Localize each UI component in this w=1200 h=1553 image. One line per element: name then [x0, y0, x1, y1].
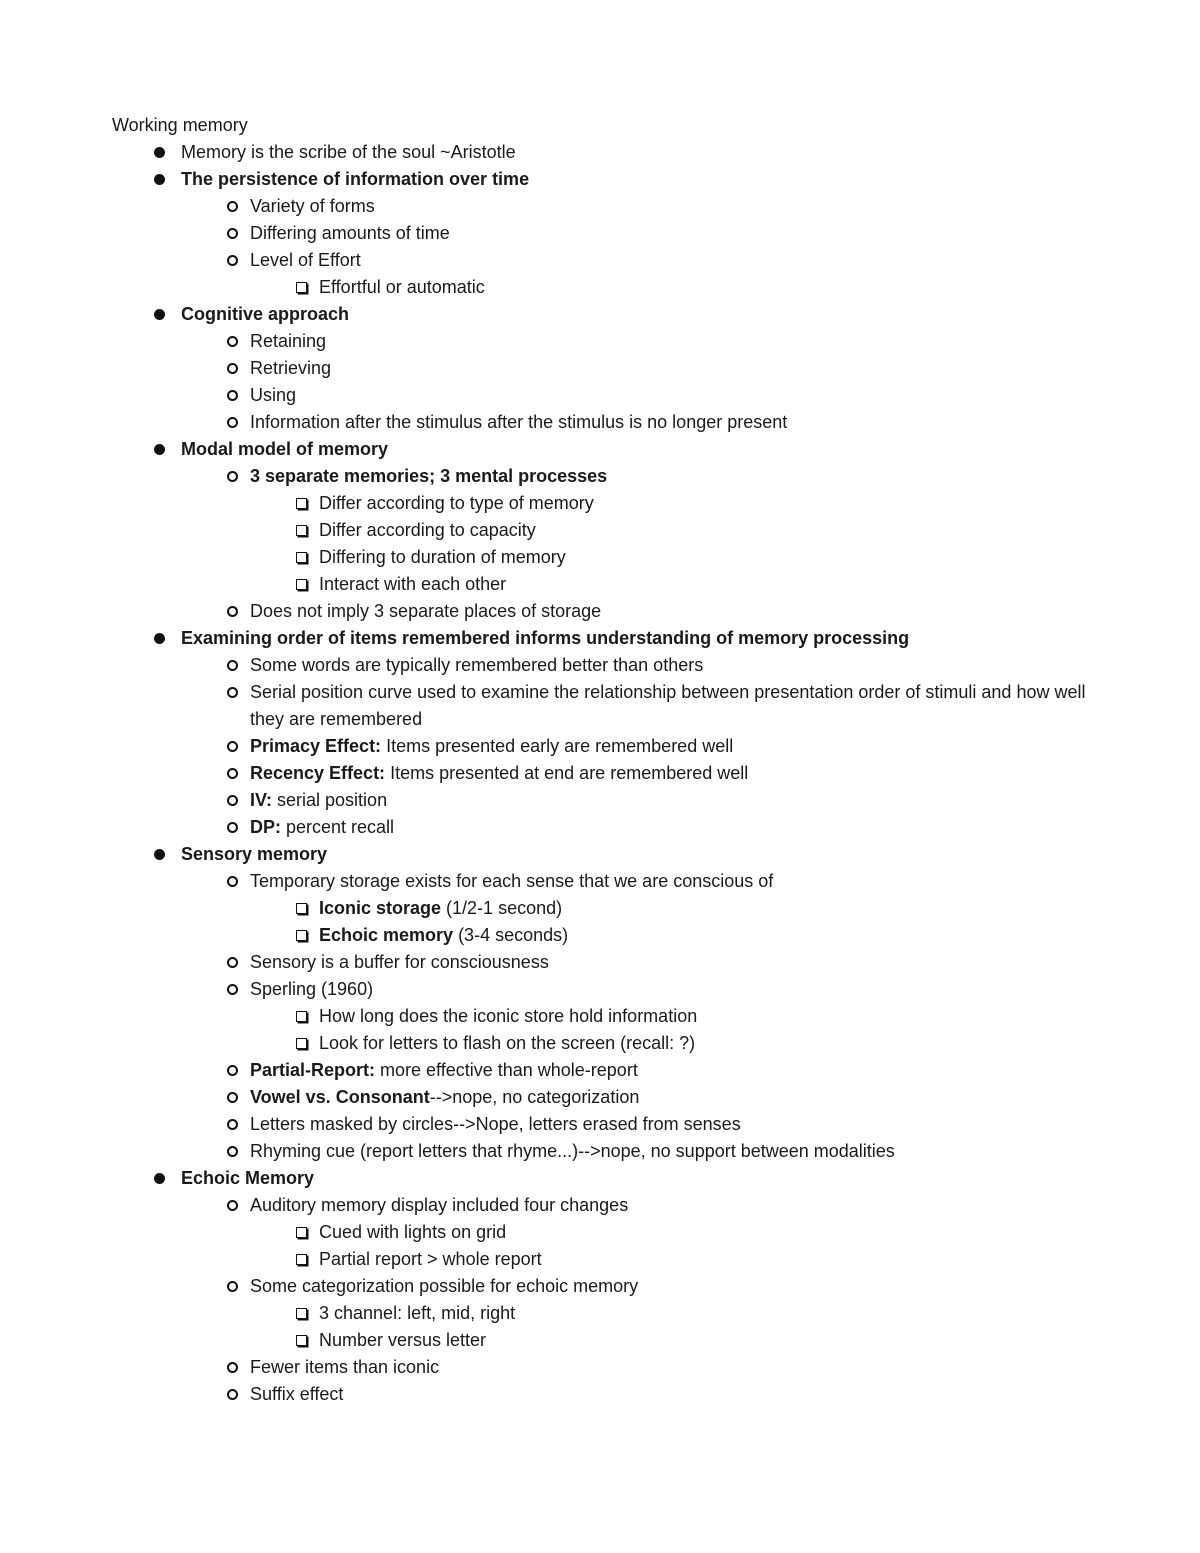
square-bullet-icon — [292, 571, 310, 598]
item-text: Look for letters to flash on the screen (recall: ?) — [319, 1033, 696, 1053]
bold-term: Iconic storage — [319, 898, 442, 918]
list-item-text — [181, 439, 388, 459]
filled-circle-bullet-icon — [150, 436, 168, 463]
list-item-text — [250, 601, 601, 621]
bold-term: Recency Effect: — [250, 763, 386, 783]
hollow-circle-bullet-icon — [223, 760, 241, 787]
item-text: more effective than whole-report — [375, 1060, 638, 1080]
list-item-text — [319, 1033, 695, 1053]
item-text: Using — [250, 385, 297, 405]
list-item-level-3 — [112, 1327, 1112, 1354]
hollow-circle-bullet-icon — [223, 1057, 241, 1084]
bold-term: Examining order of items remembered informs understanding of memory processing — [181, 628, 910, 648]
bold-term: 3 separate memories; 3 mental processes — [250, 466, 608, 486]
hollow-circle-bullet-icon — [223, 382, 241, 409]
item-text: Some words are typically remembered better than others — [250, 655, 704, 675]
hollow-circle-bullet-icon — [223, 868, 241, 895]
list-item-level-1 — [112, 166, 1112, 193]
list-item-text — [250, 979, 373, 999]
list-item-text — [250, 1195, 628, 1215]
hollow-circle-bullet-icon — [223, 598, 241, 625]
list-item-level-3 — [112, 1003, 1112, 1030]
filled-circle-bullet-icon — [150, 625, 168, 652]
list-item-level-1 — [112, 841, 1112, 868]
hollow-circle-bullet-icon — [223, 220, 241, 247]
hollow-circle-bullet-icon — [223, 787, 241, 814]
item-text: Auditory memory display included four changes — [250, 1195, 629, 1215]
list-item-text — [319, 547, 566, 567]
square-bullet-icon — [292, 517, 310, 544]
list-item-level-2 — [112, 382, 1112, 409]
list-item-level-2 — [112, 787, 1112, 814]
list-item-level-2 — [112, 1084, 1112, 1111]
square-bullet-icon — [292, 1327, 310, 1354]
item-text: Interact with each other — [319, 574, 507, 594]
hollow-circle-bullet-icon — [223, 247, 241, 274]
list-item-text — [250, 790, 387, 810]
hollow-circle-bullet-icon — [223, 409, 241, 436]
square-bullet-icon — [292, 1246, 310, 1273]
filled-circle-bullet-icon — [150, 139, 168, 166]
list-item-level-1 — [112, 1165, 1112, 1192]
list-item-text — [250, 223, 450, 243]
item-text: Sensory is a buffer for consciousness — [250, 952, 549, 972]
list-item-text — [319, 1330, 486, 1350]
hollow-circle-bullet-icon — [223, 1084, 241, 1111]
list-item-text — [319, 1303, 515, 1323]
list-item-text — [319, 1222, 506, 1242]
bold-term: The persistence of information over time — [181, 169, 530, 189]
list-item-text — [319, 520, 536, 540]
list-item-level-2 — [112, 1138, 1112, 1165]
list-item-level-3 — [112, 1030, 1112, 1057]
hollow-circle-bullet-icon — [223, 976, 241, 1003]
list-item-text — [319, 277, 485, 297]
item-text: Suffix effect — [250, 1384, 344, 1404]
document-body — [112, 112, 1112, 1408]
list-item-level-3 — [112, 274, 1112, 301]
item-text: How long does the iconic store hold information — [319, 1006, 698, 1026]
item-text: percent recall — [281, 817, 395, 837]
square-bullet-icon — [292, 895, 310, 922]
list-item-level-2 — [112, 1273, 1112, 1300]
list-item-text — [250, 412, 787, 432]
bold-term: Echoic memory — [319, 925, 454, 945]
list-item-level-3 — [112, 895, 1112, 922]
list-item-text — [250, 1141, 895, 1161]
item-text: Some categorization possible for echoic memory — [250, 1276, 639, 1296]
list-item-level-1 — [112, 139, 1112, 166]
filled-circle-bullet-icon — [150, 166, 168, 193]
list-item-text — [250, 385, 296, 405]
square-bullet-icon — [292, 1219, 310, 1246]
item-text: Information after the stimulus after the stimulus is no longer present — [250, 412, 788, 432]
list-item-level-3 — [112, 571, 1112, 598]
list-item-text — [250, 655, 703, 675]
item-text: Variety of forms — [250, 196, 375, 216]
list-item-text — [250, 196, 375, 216]
hollow-circle-bullet-icon — [223, 814, 241, 841]
item-text: Differing amounts of time — [250, 223, 450, 243]
bold-term: DP: — [250, 817, 281, 837]
item-text: Serial position curve used to examine the relationship between presentation order of stimuli and how well they are remembered — [250, 682, 1086, 729]
bold-term: Modal model of memory — [181, 439, 389, 459]
item-text: Items presented early are remembered well — [381, 736, 734, 756]
list-item-text — [250, 250, 361, 270]
filled-circle-bullet-icon — [150, 301, 168, 328]
list-item-level-2 — [112, 1192, 1112, 1219]
list-item-level-2 — [112, 949, 1112, 976]
hollow-circle-bullet-icon — [223, 328, 241, 355]
item-text: serial position — [272, 790, 388, 810]
list-item-level-2 — [112, 1111, 1112, 1138]
bold-term: Echoic Memory — [181, 1168, 315, 1188]
square-bullet-icon — [292, 490, 310, 517]
item-text: Retaining — [250, 331, 327, 351]
list-item-text — [319, 493, 594, 513]
list-item-level-2 — [112, 355, 1112, 382]
list-item-text — [250, 1384, 343, 1404]
list-item-text — [319, 898, 562, 918]
square-bullet-icon — [292, 544, 310, 571]
hollow-circle-bullet-icon — [223, 1138, 241, 1165]
item-text: Retrieving — [250, 358, 332, 378]
item-text: Rhyming cue (report letters that rhyme...)-->nope, no support between modalities — [250, 1141, 895, 1161]
list-item-text — [181, 304, 349, 324]
item-text: Cued with lights on grid — [319, 1222, 507, 1242]
hollow-circle-bullet-icon — [223, 193, 241, 220]
list-item-level-2 — [112, 679, 1112, 733]
item-text: Fewer items than iconic — [250, 1357, 440, 1377]
hollow-circle-bullet-icon — [223, 1192, 241, 1219]
list-item-level-3 — [112, 490, 1112, 517]
hollow-circle-bullet-icon — [223, 1273, 241, 1300]
list-item-text — [181, 169, 529, 189]
square-bullet-icon — [292, 1030, 310, 1057]
list-item-level-2 — [112, 652, 1112, 679]
list-item-level-2 — [112, 733, 1112, 760]
bold-term: Primacy Effect: — [250, 736, 382, 756]
list-item-level-2 — [112, 1057, 1112, 1084]
hollow-circle-bullet-icon — [223, 1354, 241, 1381]
hollow-circle-bullet-icon — [223, 1111, 241, 1138]
list-item-text — [250, 1087, 639, 1107]
list-item-level-3 — [112, 1219, 1112, 1246]
outline-list — [112, 139, 1112, 1408]
list-item-level-2 — [112, 1354, 1112, 1381]
item-text: (1/2-1 second) — [441, 898, 563, 918]
hollow-circle-bullet-icon — [223, 463, 241, 490]
list-item-text — [181, 142, 516, 162]
item-text: -->nope, no categorization — [429, 1087, 640, 1107]
list-item-text — [319, 1249, 542, 1269]
list-item-text — [250, 817, 394, 837]
square-bullet-icon — [292, 922, 310, 949]
list-item-level-3 — [112, 1246, 1112, 1273]
list-item-level-1 — [112, 436, 1112, 463]
list-item-level-2 — [112, 328, 1112, 355]
item-text: 3 channel: left, mid, right — [319, 1303, 516, 1323]
list-item-level-2 — [112, 463, 1112, 490]
list-item-text — [250, 331, 326, 351]
list-item-text — [250, 1060, 638, 1080]
list-item-text — [250, 682, 1085, 729]
square-bullet-icon — [292, 274, 310, 301]
document-title: Working memory — [112, 115, 248, 135]
list-item-level-2 — [112, 598, 1112, 625]
item-text: Differ according to capacity — [319, 520, 536, 540]
bold-term: Vowel vs. Consonant — [250, 1087, 430, 1107]
item-text: Level of Effort — [250, 250, 361, 270]
list-item-text — [181, 844, 327, 864]
item-text: Letters masked by circles-->Nope, letters erased from senses — [250, 1114, 741, 1134]
list-item-level-3 — [112, 544, 1112, 571]
item-text: Sperling (1960) — [250, 979, 374, 999]
list-item-level-3 — [112, 517, 1112, 544]
item-text: Partial report > whole report — [319, 1249, 542, 1269]
list-item-text — [250, 358, 331, 378]
list-item-level-1 — [112, 301, 1112, 328]
bold-term: Sensory memory — [181, 844, 328, 864]
list-item-text — [250, 736, 733, 756]
list-item-text — [181, 628, 909, 648]
list-item-text — [250, 1357, 439, 1377]
item-text: Differ according to type of memory — [319, 493, 594, 513]
list-item-level-2 — [112, 760, 1112, 787]
list-item-text — [319, 1006, 697, 1026]
hollow-circle-bullet-icon — [223, 1381, 241, 1408]
list-item-level-2 — [112, 814, 1112, 841]
filled-circle-bullet-icon — [150, 841, 168, 868]
list-item-level-2 — [112, 976, 1112, 1003]
list-item-text — [181, 1168, 314, 1188]
list-item-level-2 — [112, 868, 1112, 895]
list-item-text — [319, 925, 568, 945]
list-item-text — [250, 952, 549, 972]
list-item-text — [250, 1276, 638, 1296]
item-text: Does not imply 3 separate places of storage — [250, 601, 602, 621]
list-item-level-2 — [112, 1381, 1112, 1408]
list-item-text — [250, 466, 607, 486]
list-item-level-1 — [112, 625, 1112, 652]
square-bullet-icon — [292, 1003, 310, 1030]
item-text: Items presented at end are remembered well — [385, 763, 749, 783]
list-item-level-3 — [112, 922, 1112, 949]
hollow-circle-bullet-icon — [223, 355, 241, 382]
list-item-level-3 — [112, 1300, 1112, 1327]
list-item-text — [250, 763, 748, 783]
item-text: Differing to duration of memory — [319, 547, 566, 567]
hollow-circle-bullet-icon — [223, 652, 241, 679]
bold-term: IV: — [250, 790, 273, 810]
hollow-circle-bullet-icon — [223, 733, 241, 760]
list-item-text — [319, 574, 506, 594]
item-text: Effortful or automatic — [319, 277, 485, 297]
item-text: Temporary storage exists for each sense that we are conscious of — [250, 871, 774, 891]
list-item-text — [250, 871, 773, 891]
bold-term: Cognitive approach — [181, 304, 350, 324]
list-item-text — [250, 1114, 741, 1134]
hollow-circle-bullet-icon — [223, 679, 241, 706]
item-text: Number versus letter — [319, 1330, 487, 1350]
list-item-level-2 — [112, 193, 1112, 220]
item-text: (3-4 seconds) — [453, 925, 569, 945]
list-item-level-2 — [112, 247, 1112, 274]
hollow-circle-bullet-icon — [223, 949, 241, 976]
list-item-level-2 — [112, 409, 1112, 436]
square-bullet-icon — [292, 1300, 310, 1327]
filled-circle-bullet-icon — [150, 1165, 168, 1192]
item-text: Memory is the scribe of the soul ~Aristotle — [181, 142, 516, 162]
list-item-level-2 — [112, 220, 1112, 247]
bold-term: Partial-Report: — [250, 1060, 376, 1080]
